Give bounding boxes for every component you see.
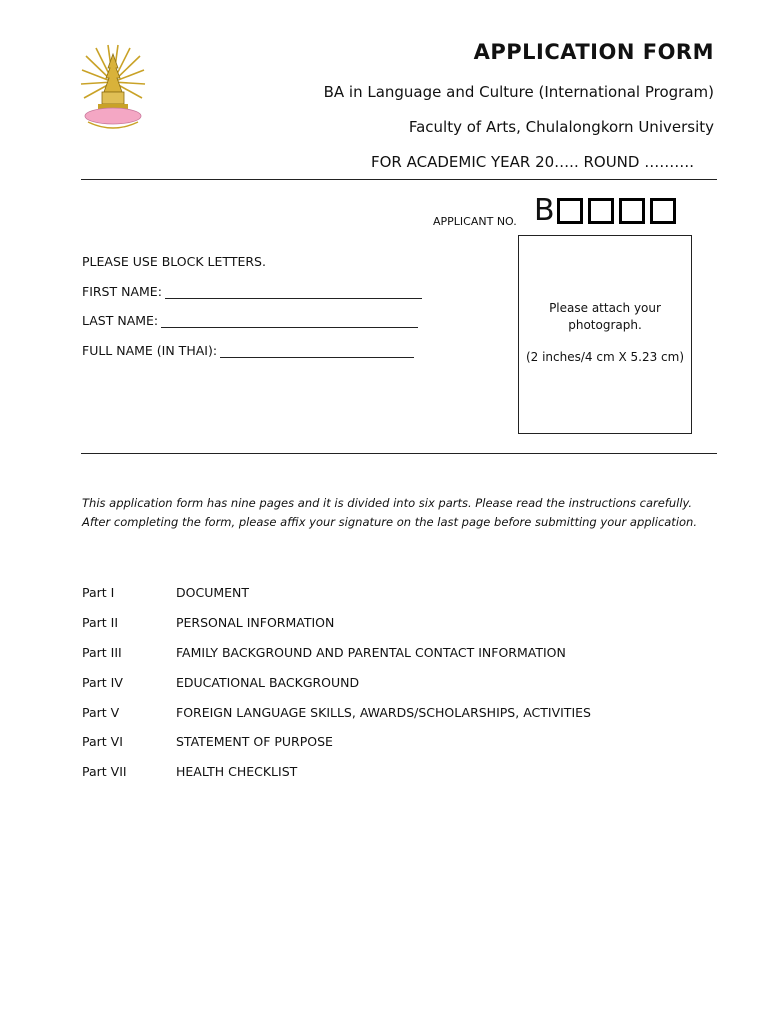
photo-instruction: Please attach your photograph. <box>549 301 661 332</box>
form-title: APPLICATION FORM <box>473 40 714 64</box>
part-number: Part II <box>82 615 119 630</box>
photo-box[interactable] <box>518 235 692 434</box>
academic-year-round: FOR ACADEMIC YEAR 20….. ROUND ………. <box>371 153 694 171</box>
applicant-digit-box[interactable] <box>619 198 645 224</box>
last-name-field[interactable] <box>161 313 418 328</box>
block-letters-note: PLEASE USE BLOCK LETTERS. <box>82 254 266 269</box>
applicant-digit-box[interactable] <box>588 198 614 224</box>
applicant-no-prefix: B <box>534 193 555 228</box>
part-number: Part V <box>82 705 120 720</box>
first-name-field[interactable] <box>165 284 422 299</box>
part-title: FOREIGN LANGUAGE SKILLS, AWARDS/SCHOLARSHIPS, ACTIVITIES <box>176 705 591 720</box>
intro-paragraph: This application form has nine pages and it is divided into six parts. Please read the instructions carefully. After completing the form, please affix your signature on the last page before submitting your application. <box>82 496 697 529</box>
applicant-no-label: APPLICANT NO. <box>433 215 517 228</box>
photo-size: (2 inches/4 cm X 5.23 cm) <box>525 350 685 364</box>
faculty-name: Faculty of Arts, Chulalongkorn University <box>408 118 714 136</box>
thai-name-field[interactable] <box>220 343 414 358</box>
last-name-label: LAST NAME: <box>82 313 159 328</box>
part-title: EDUCATIONAL BACKGROUND <box>176 675 360 690</box>
divider-top <box>81 179 717 180</box>
program-name: BA in Language and Culture (International Program) <box>323 83 714 101</box>
part-title: STATEMENT OF PURPOSE <box>176 734 333 749</box>
part-number: Part VII <box>82 764 127 779</box>
divider-bottom <box>81 453 717 454</box>
thai-name-label: FULL NAME (IN THAI): <box>82 343 218 358</box>
part-number: Part IV <box>82 675 123 690</box>
part-title: PERSONAL INFORMATION <box>176 615 335 630</box>
part-title: DOCUMENT <box>176 585 250 600</box>
last-name-row <box>82 313 418 328</box>
part-number: Part I <box>82 585 115 600</box>
part-title: HEALTH CHECKLIST <box>176 764 298 779</box>
applicant-no-boxes <box>557 198 676 224</box>
applicant-digit-box[interactable] <box>650 198 676 224</box>
first-name-label: FIRST NAME: <box>82 284 162 299</box>
applicant-digit-box[interactable] <box>557 198 583 224</box>
part-number: Part III <box>82 645 122 660</box>
part-title: FAMILY BACKGROUND AND PARENTAL CONTACT INFORMATION <box>176 645 566 660</box>
thai-name-row <box>82 343 414 358</box>
chulalongkorn-seal-icon <box>78 42 148 130</box>
first-name-row <box>82 284 422 299</box>
part-number: Part VI <box>82 734 123 749</box>
